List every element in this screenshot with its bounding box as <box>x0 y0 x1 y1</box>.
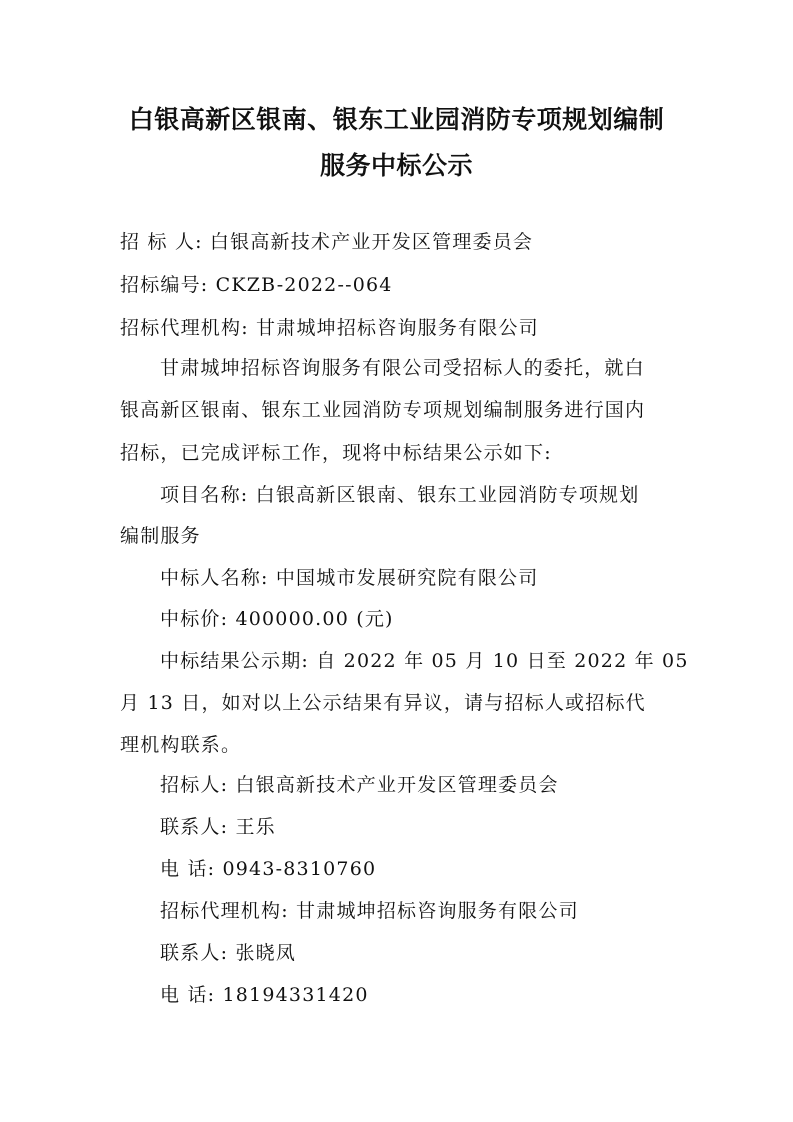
contact-agency-person: 联系人: 张晓凤 <box>160 942 297 964</box>
intro-line-1: 甘肃城坤招标咨询服务有限公司受招标人的委托，就白 <box>160 357 645 379</box>
period-line-1: 中标结果公示期: 自 2022 年 05 月 10 日至 2022 年 05 <box>160 650 689 672</box>
contact-agency: 招标代理机构: 甘肃城坤招标咨询服务有限公司 <box>160 900 579 922</box>
contact-tenderer: 招标人: 白银高新技术产业开发区管理委员会 <box>160 774 559 796</box>
period-line-2: 月 13 日，如对以上公示结果有异议，请与招标人或招标代 <box>120 692 646 714</box>
intro-line-3: 招标，已完成评标工作，现将中标结果公示如下: <box>120 442 552 464</box>
project-line-1: 项目名称: 白银高新区银南、银东工业园消防专项规划 <box>160 484 640 506</box>
contact-tenderer-person: 联系人: 王乐 <box>160 816 276 838</box>
period-line-3: 理机构联系。 <box>120 734 242 756</box>
contact-tenderer-phone: 电 话: 0943-8310760 <box>160 858 377 880</box>
price-line: 中标价: 400000.00 (元) <box>160 608 394 630</box>
tender-number-line: 招标编号: CKZB-2022--064 <box>120 274 393 296</box>
project-line-2: 编制服务 <box>120 525 201 547</box>
winner-line: 中标人名称: 中国城市发展研究院有限公司 <box>160 567 539 589</box>
tenderer-line: 招 标 人: 白银高新技术产业开发区管理委员会 <box>120 231 534 253</box>
contact-agency-phone: 电 话: 18194331420 <box>160 984 369 1006</box>
title-line-2: 服务中标公示 <box>319 151 473 180</box>
intro-line-2: 银高新区银南、银东工业园消防专项规划编制服务进行国内 <box>120 399 646 421</box>
agency-line: 招标代理机构: 甘肃城坤招标咨询服务有限公司 <box>120 317 539 339</box>
title-line-1: 白银高新区银南、银东工业园消防专项规划编制 <box>128 105 665 134</box>
